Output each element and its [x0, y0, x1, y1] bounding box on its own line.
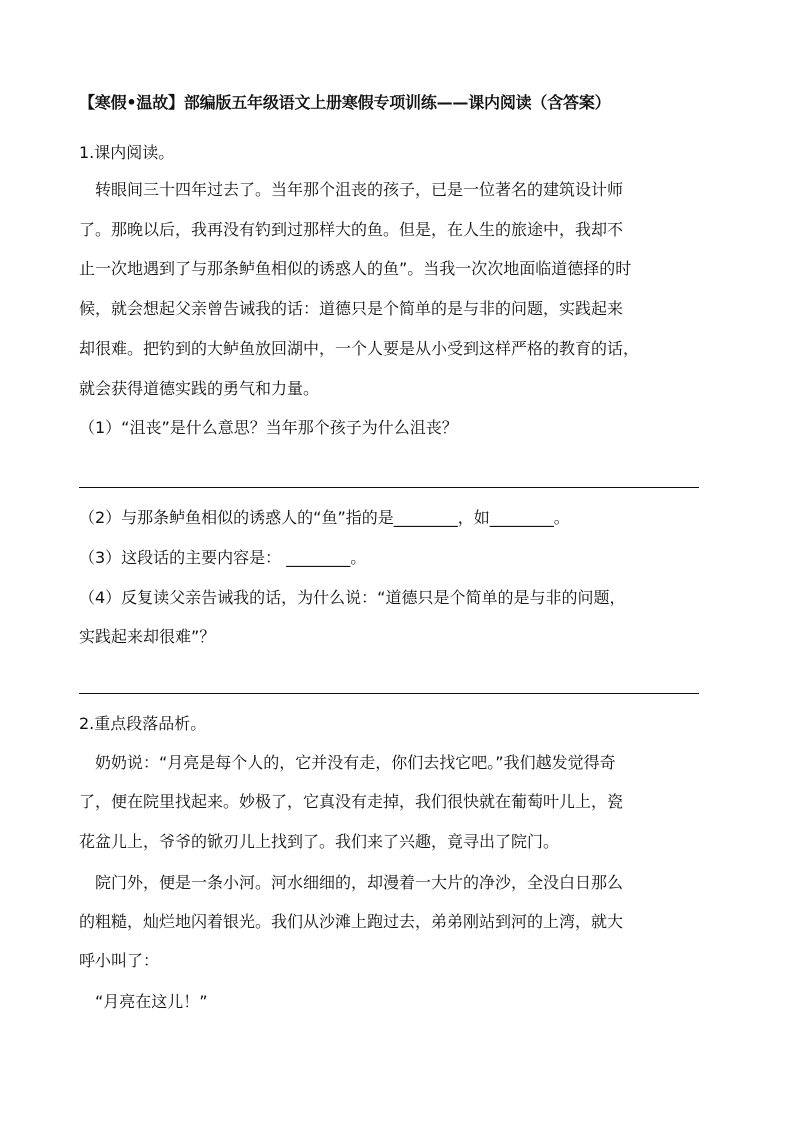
passage-1-line: 候，就会想起父亲曾告诫我的话：道德只是个简单的是与非的问题，实践起来	[79, 299, 624, 318]
question-4-continued: 实践起来却很难”？	[79, 627, 216, 646]
document-title: 【寒假•温故】部编版五年级语文上册寒假专项训练——课内阅读（含答案）	[79, 93, 611, 112]
answer-line	[79, 487, 699, 488]
question-3: （3）这段话的主要内容是： ________。	[79, 548, 367, 567]
passage-2-line: 的粗糙，灿烂地闪着银光。我们从沙滩上跑过去，弟弟刚站到河的上湾，就大	[79, 912, 624, 931]
passage-2-line: 呼小叫了：	[79, 951, 160, 970]
passage-2-quote: “月亮在这儿！”	[95, 992, 208, 1011]
passage-2-line: 了，便在院里找起来。妙极了，它真没有走掉，我们很快就在葡萄叶儿上，瓷	[79, 792, 624, 811]
question-4: （4）反复读父亲告诫我的话，为什么说：“道德只是个简单的是与非的问题，	[79, 588, 626, 607]
answer-line	[79, 693, 699, 694]
section-2-heading: 2.重点段落品析。	[79, 714, 207, 733]
question-1: （1）“沮丧”是什么意思？当年那个孩子为什么沮丧？	[79, 418, 458, 437]
passage-2-line: 奶奶说：“月亮是每个人的，它并没有走，你们去找它吧。”我们越发觉得奇	[95, 753, 616, 772]
passage-1-line: 转眼间三十四年过去了。当年那个沮丧的孩子，已是一位著名的建筑设计师	[95, 180, 624, 199]
section-1-heading: 1.课内阅读。	[79, 143, 175, 162]
passage-2-line: 花盆儿上，爷爷的锨刃儿上找到了。我们来了兴趣，竟寻出了院门。	[79, 832, 560, 851]
question-2: （2）与那条鲈鱼相似的诱惑人的“鱼”指的是________，如________。	[79, 508, 570, 527]
passage-1-line: 了。那晚以后，我再没有钓到过那样大的鱼。但是，在人生的旅途中，我却不	[79, 220, 624, 239]
passage-1-line: 却很难。把钓到的大鲈鱼放回湖中，一个人要是从小受到这样严格的教育的话，	[79, 339, 640, 358]
passage-2-line: 院门外，便是一条小河。河水细细的，却漫着一大片的净沙，全没白日那么	[95, 873, 624, 892]
passage-1-line: 就会获得道德实践的勇气和力量。	[79, 379, 320, 398]
passage-1-line: 止一次地遇到了与那条鲈鱼相似的诱惑人的鱼”。当我一次次地面临道德择的时	[79, 259, 632, 278]
